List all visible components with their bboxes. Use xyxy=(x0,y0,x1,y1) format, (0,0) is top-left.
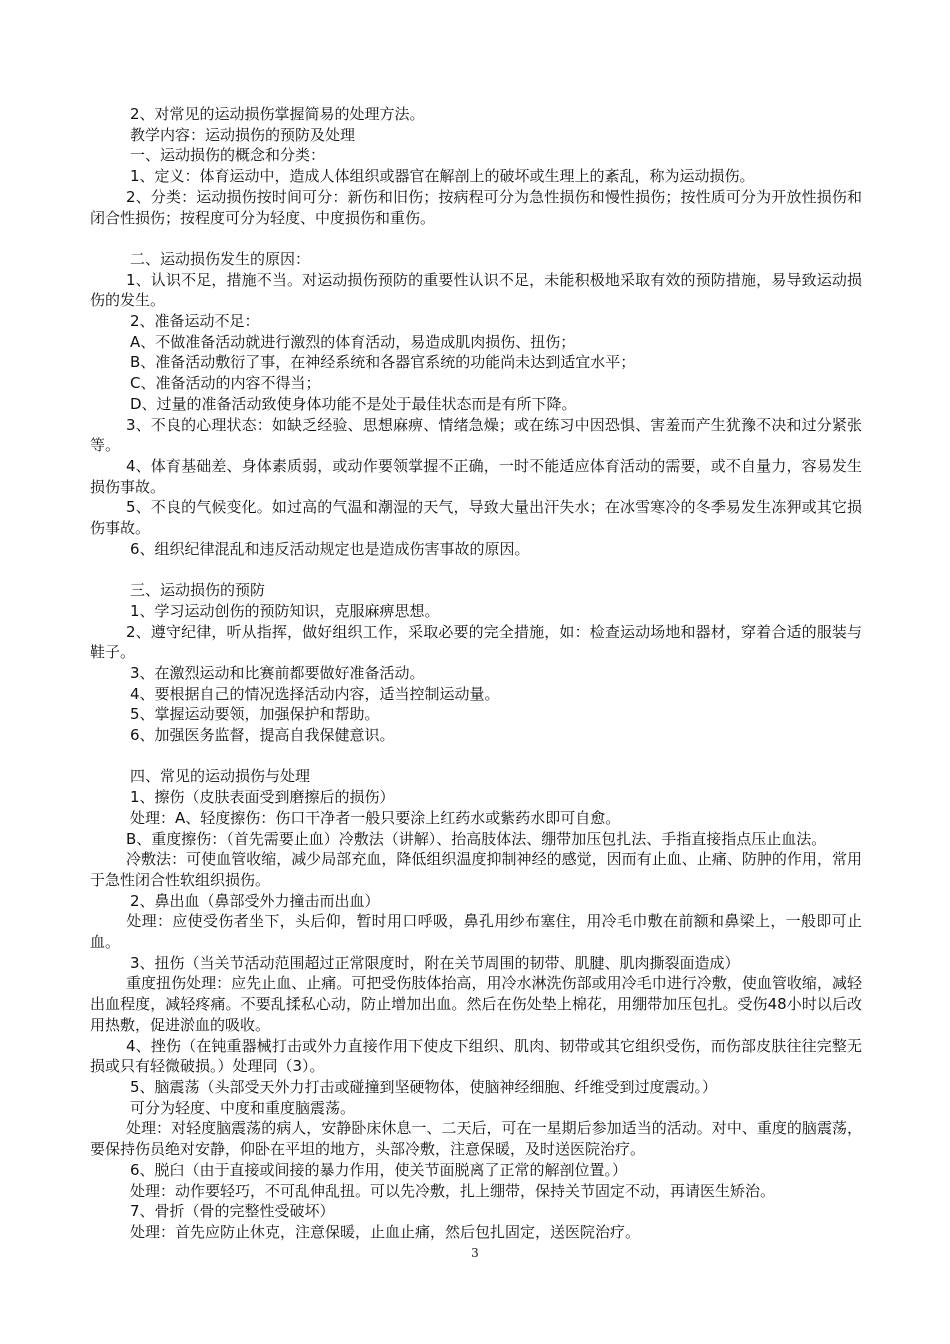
paragraph: 处理：应使受伤者坐下，头后仰，暂时用口呼吸，鼻孔用纱布塞住，用冷毛巾敷在前额和鼻梁上，一般即可止血。 xyxy=(90,912,862,952)
paragraph: 处理：动作要轻巧，不可乱伸乱扭。可以先冷敷，扎上绷带，保持关节固定不动，再请医生矫治。 xyxy=(130,1181,776,1200)
paragraph: 2、分类：运动损伤按时间可分：新伤和旧伤；按病程可分为急性损伤和慢性损伤；按性质可分为开放性损伤和闭合性损伤；按程度可分为轻度、中度损伤和重伤。 xyxy=(90,187,862,227)
paragraph: 可分为轻度、中度和重度脑震荡。 xyxy=(130,1098,356,1117)
list-item: B、准备活动敷衍了事，在神经系统和各器官系统的功能尚未达到适宜水平； xyxy=(130,353,636,372)
document-body xyxy=(90,104,862,1243)
list-item: D、过量的准备活动致使身体功能不是处于最佳状态而是有所下降。 xyxy=(130,394,577,413)
paragraph: 处理：A、轻度擦伤：伤口干净者一般只要涂上红药水或紫药水即可自愈。 xyxy=(130,808,621,827)
list-item: 3、在激烈运动和比赛前都要做好准备活动。 xyxy=(130,663,425,682)
paragraph: 2、遵守纪律，听从指挥，做好组织工作，采取必要的完全措施，如：检查运动场地和器材，穿着合适的服装与鞋子。 xyxy=(90,622,862,662)
paragraph: 6、组织纪律混乱和违反活动规定也是造成伤害事故的原因。 xyxy=(130,539,530,558)
section-heading: 一、运动损伤的概念和分类： xyxy=(130,146,326,165)
paragraph: 2、准备运动不足： xyxy=(130,312,260,331)
teaching-content: 教学内容：运动损伤的预防及处理 xyxy=(130,125,356,144)
list-item: 5、掌握运动要领，加强保护和帮助。 xyxy=(130,705,380,724)
list-item: 1、学习运动创伤的预防知识，克服麻痹思想。 xyxy=(130,601,440,620)
paragraph: 重度扭伤处理：应先止血、止痛。可把受伤肢体抬高，用冷水淋洗伤部或用冷毛巾进行冷敷，使血管收缩，减轻出血程度，减轻疼痛。不要乱揉私心动，防止增加出血。然后在伤处垫上棉花，用绷带加压包扎。受伤48小时以后改用热敷，促进淤血的吸收。 xyxy=(90,974,862,1034)
paragraph: 1、认识不足，措施不当。对运动损伤预防的重要性认识不足，未能积极地采取有效的预防措施，易导致运动损伤的发生。 xyxy=(90,270,862,310)
list-item: 6、加强医务监督，提高自我保健意识。 xyxy=(130,726,395,745)
paragraph: 4、挫伤（在钝重器械打击或外力直接作用下使皮下组织、肌肉、韧带或其它组织受伤，而伤部皮肤往往完整无损或只有轻微破损。）处理同（3）。 xyxy=(90,1036,862,1076)
list-item: A、不做准备活动就进行激烈的体育活动，易造成肌肉损伤、扭伤； xyxy=(130,332,576,351)
list-item: 1、擦伤（皮肤表面受到磨擦后的损伤） xyxy=(130,788,395,807)
objective-line: 2、对常见的运动损伤掌握简易的处理方法。 xyxy=(130,105,425,123)
paragraph: 1、定义：体育运动中，造成人体组织或器官在解剖上的破坏或生理上的紊乱，称为运动损伤。 xyxy=(130,167,755,186)
page-number: 3 xyxy=(471,1246,479,1260)
list-item: 6、脱臼（由于直接或间接的暴力作用，使关节面脱离了正常的解剖位置。） xyxy=(130,1160,628,1179)
section-heading: 四、常见的运动损伤与处理 xyxy=(130,767,311,786)
paragraph: 3、不良的心理状态：如缺乏经验、思想麻痹、情绪急燥；或在练习中因恐惧、害羞而产生犹豫不决和过分紧张等。 xyxy=(90,415,862,455)
list-item: 7、骨折（骨的完整性受破坏） xyxy=(130,1202,335,1221)
section-heading: 二、运动损伤发生的原因： xyxy=(130,249,311,268)
paragraph: 5、不良的气候变化。如过高的气温和潮湿的天气，导致大量出汗失水；在冰雪寒冷的冬季易发生冻狎或其它损伤事故。 xyxy=(90,498,862,538)
list-item: 3、扭伤（当关节活动范围超过正常限度时，附在关节周围的韧带、肌腱、肌肉撕裂面造成） xyxy=(130,953,740,972)
section-heading: 三、运动损伤的预防 xyxy=(130,581,266,600)
list-item: 4、要根据自己的情况选择活动内容，适当控制运动量。 xyxy=(130,684,500,703)
list-item: 5、脑震荡（头部受天外力打击或碰撞到坚硬物体，使脑神经细胞、纤维受到过度震动。） xyxy=(130,1078,718,1096)
list-item: 2、鼻出血（鼻部受外力撞击而出血） xyxy=(130,891,380,910)
paragraph: B、重度擦伤：（首先需要止血）冷敷法（讲解）、抬高肢体法、绷带加压包扎法、手指直接指点压止血法。 xyxy=(126,829,827,848)
paragraph: 处理：对轻度脑震荡的病人，安静卧床休息一、二天后，可在一星期后参加适当的活动。对中、重度的脑震荡，要保持伤员绝对安静，仰卧在平坦的地方，头部冷敷，注意保暖，及时送医院治疗。 xyxy=(90,1119,862,1159)
paragraph: 处理：首先应防止休克，注意保暖，止血止痛，然后包扎固定，送医院治疗。 xyxy=(130,1222,641,1241)
paragraph: 4、体育基础差、身体素质弱，或动作要领掌握不正确，一时不能适应体育活动的需要，或不自量力，容易发生损伤事故。 xyxy=(90,456,862,496)
list-item: C、准备活动的内容不得当； xyxy=(130,374,321,393)
paragraph: 冷敷法：可使血管收缩，减少局部充血，降低组织温度抑制神经的感觉，因而有止血、止痛、防肿的作用，常用于急性闭合性软组织损伤。 xyxy=(90,850,862,889)
